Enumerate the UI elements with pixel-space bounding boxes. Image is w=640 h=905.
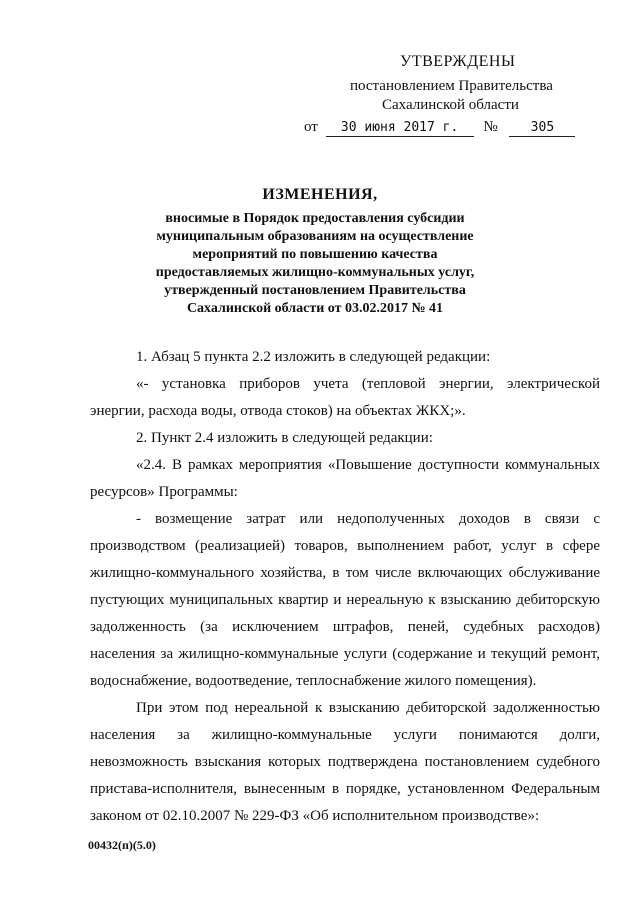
- document-body: [90, 344, 600, 830]
- paragraph: При этом под нереальной к взысканию дебиторской задолженностью населения за жилищно-коммунальные услуги понимаются долги, невозможность взыскания которых подтверждена постановлением судебного пристава-исполнителя, вынесенным в порядке, установленном Федеральным законом от 02.10.2007 № 229-ФЗ «Об исполнительном производстве»:: [90, 700, 600, 824]
- approval-number-field: 305: [509, 120, 575, 137]
- approval-decree-line: постановлением Правительства: [350, 78, 553, 94]
- number-prefix: №: [483, 119, 498, 135]
- approval-date-line: [304, 118, 600, 137]
- date-prefix: от: [304, 119, 318, 135]
- paragraph: «- установка приборов учета (тепловой энергии, электрической энергии, расхода воды, отвода стоков) на объектах ЖКХ;».: [90, 376, 600, 419]
- paragraph: - возмещение затрат или недополученных доходов в связи с производством (реализацией) товаров, выполнением работ, услуг в сфере жилищно-коммунального хозяйства, в том числе включающих обслуживание пустующих муниципальных квартир и нереальную к взысканию дебиторскую задолженность (за исключением штрафов, пеней, судебных расходов) населения за жилищно-коммунальные услуги (содержание и текущий ремонт, водоснабжение, водоотведение, теплоснабжение жилого помещения).: [90, 511, 600, 689]
- document-title: ИЗМЕНЕНИЯ,: [262, 186, 378, 203]
- approval-stamp: [300, 52, 600, 137]
- approval-date-field: 30 июня 2017 г.: [326, 120, 474, 137]
- paragraph: «2.4. В рамках мероприятия «Повышение доступности коммунальных ресурсов» Программы:: [90, 457, 600, 500]
- approval-region-line: Сахалинской области: [382, 97, 519, 113]
- document-subtitle: вносимые в Порядок предоставления субсидии муниципальным образованиям на осуществление мероприятий по повышению качества предоставляемых жилищно-коммунальных услуг, утвержденный постановлением Правительства Сахалинской области от 03.02.2017 № 41: [155, 211, 475, 316]
- document-code: 00432(п)(5.0): [88, 838, 156, 852]
- paragraph: 2. Пункт 2.4 изложить в следующей редакции:: [136, 430, 433, 446]
- paragraph: 1. Абзац 5 пункта 2.2 изложить в следующей редакции:: [136, 349, 491, 365]
- approval-title: УТВЕРЖДЕНЫ: [400, 53, 516, 70]
